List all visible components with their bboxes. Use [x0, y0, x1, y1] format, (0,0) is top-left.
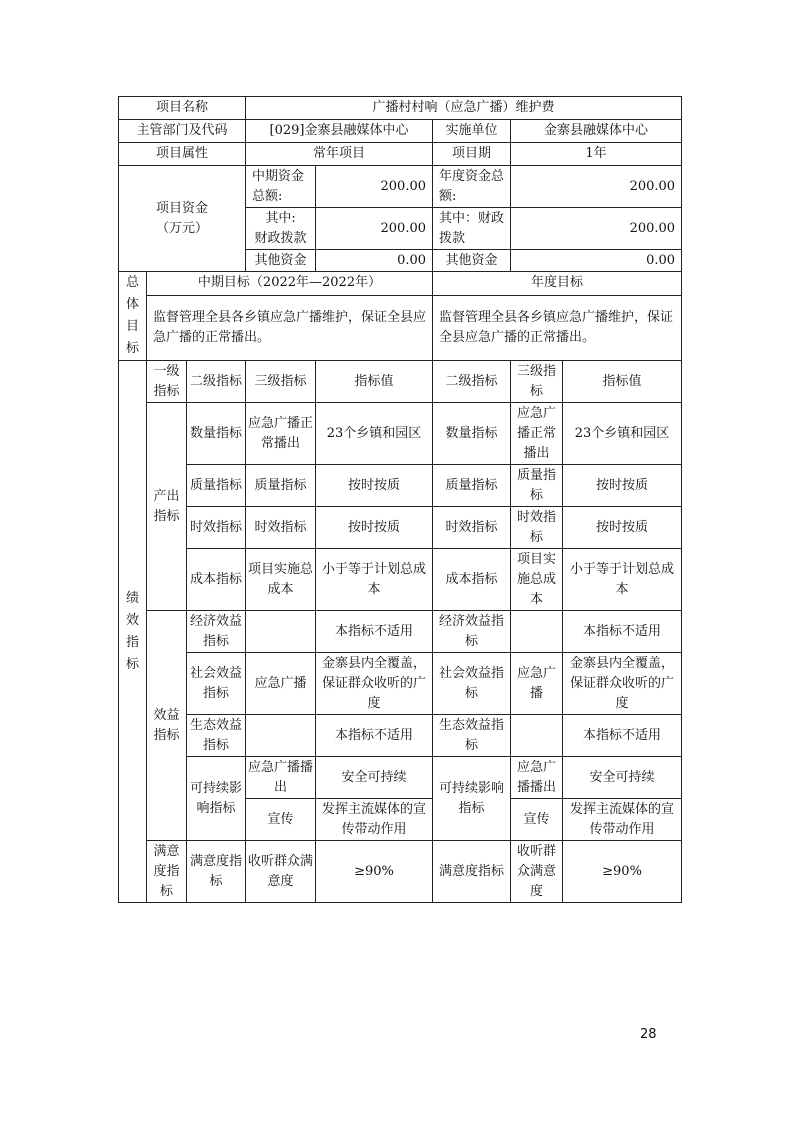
header-level2: 二级指标 — [187, 361, 246, 403]
sustain2-l3: 宣传 — [246, 799, 316, 841]
sustain1-val: 安全可持续 — [316, 757, 433, 799]
header-level1: 一级指标 — [147, 361, 187, 403]
social-l3-year: 应急广播 — [511, 653, 563, 715]
eco-l2-year: 生态效益指标 — [433, 715, 511, 757]
qty-l2: 数量指标 — [187, 403, 246, 465]
impl-value: 金寨县融媒体中心 — [511, 120, 682, 143]
sustain-l2: 可持续影响指标 — [187, 757, 246, 841]
mid-fiscal-value: 200.00 — [316, 208, 433, 250]
econ-val-year: 本指标不适用 — [563, 611, 682, 653]
row-goals-header — [119, 272, 682, 296]
time-l2-year: 时效指标 — [433, 507, 511, 549]
econ-val: 本指标不适用 — [316, 611, 433, 653]
attr-value: 常年项目 — [246, 143, 433, 166]
row-department — [119, 120, 682, 143]
header-value-year: 指标值 — [563, 361, 682, 403]
funds-label-line2: （万元） — [156, 220, 209, 236]
satis-l3: 收听群众满意度 — [246, 841, 316, 903]
year-fiscal-label: 其中：财政拨款 — [433, 208, 511, 250]
eco-val-year: 本指标不适用 — [563, 715, 682, 757]
mid-other-label: 其他资金 — [246, 250, 316, 272]
quality-l3-year: 质量指标 — [511, 465, 563, 507]
row-social — [119, 653, 682, 715]
cost-l2-year: 成本指标 — [433, 549, 511, 611]
time-l3-year: 时效指标 — [511, 507, 563, 549]
cost-val-year: 小于等于计划总成本 — [563, 549, 682, 611]
row-project-name — [119, 97, 682, 120]
satis-val: ≥90% — [316, 841, 433, 903]
quality-val: 按时按质 — [316, 465, 433, 507]
satisfaction-label: 满意度指标 — [147, 841, 187, 903]
qty-val: 23个乡镇和园区 — [316, 403, 433, 465]
sustain1-val-year: 安全可持续 — [563, 757, 682, 799]
year-total-value: 200.00 — [511, 166, 682, 208]
row-quality — [119, 465, 682, 507]
perf-label: 绩效指标 — [119, 361, 147, 903]
year-goal-header: 年度目标 — [433, 272, 682, 296]
row-timeliness — [119, 507, 682, 549]
cost-l2: 成本指标 — [187, 549, 246, 611]
quality-l2: 质量指标 — [187, 465, 246, 507]
row-ecological — [119, 715, 682, 757]
qty-l2-year: 数量指标 — [433, 403, 511, 465]
econ-l2: 经济效益指标 — [187, 611, 246, 653]
page-number: 28 — [640, 1027, 657, 1042]
dept-label: 主管部门及代码 — [119, 120, 246, 143]
row-cost — [119, 549, 682, 611]
eco-l2: 生态效益指标 — [187, 715, 246, 757]
benefit-label: 效益指标 — [147, 611, 187, 841]
performance-table — [118, 96, 682, 903]
time-val-year: 按时按质 — [563, 507, 682, 549]
goals-label: 总体目标 — [119, 272, 147, 361]
cost-l3: 项目实施总成本 — [246, 549, 316, 611]
row-economic — [119, 611, 682, 653]
year-other-value: 0.00 — [511, 250, 682, 272]
period-label: 项目期 — [433, 143, 511, 166]
sustain1-l3-year: 应急广播播出 — [511, 757, 563, 799]
mid-fiscal-label-line1: 其中: — [265, 210, 296, 226]
cost-val: 小于等于计划总成本 — [316, 549, 433, 611]
period-value: 1年 — [511, 143, 682, 166]
satis-l3-year: 收听群众满意度 — [511, 841, 563, 903]
satis-l2-year: 满意度指标 — [433, 841, 511, 903]
year-goal-text: 监督管理全县各乡镇应急广播维护，保证全县应急广播的正常播出。 — [433, 295, 682, 360]
header-level3: 三级指标 — [246, 361, 316, 403]
eco-l3 — [246, 715, 316, 757]
cost-l3-year: 项目实施总成本 — [511, 549, 563, 611]
econ-l3 — [246, 611, 316, 653]
header-value: 指标值 — [316, 361, 433, 403]
qty-val-year: 23个乡镇和园区 — [563, 403, 682, 465]
row-attribute — [119, 143, 682, 166]
impl-label: 实施单位 — [433, 120, 511, 143]
social-l3: 应急广播 — [246, 653, 316, 715]
project-name-value: 广播村村响（应急广播）维护费 — [246, 97, 682, 120]
social-l2-year: 社会效益指标 — [433, 653, 511, 715]
social-l2: 社会效益指标 — [187, 653, 246, 715]
year-other-label: 其他资金 — [433, 250, 511, 272]
quality-l3: 质量指标 — [246, 465, 316, 507]
mid-goal-header: 中期目标（2022年—2022年） — [147, 272, 433, 296]
mid-other-value: 0.00 — [316, 250, 433, 272]
time-l3: 时效指标 — [246, 507, 316, 549]
dept-value: [029]金寨县融媒体中心 — [246, 120, 433, 143]
mid-goal-text: 监督管理全县各乡镇应急广播维护，保证全县应急广播的正常播出。 — [147, 295, 433, 360]
eco-l3-year — [511, 715, 563, 757]
header-level2-year: 二级指标 — [433, 361, 511, 403]
social-val: 金寨县内全覆盖，保证群众收听的广度 — [316, 653, 433, 715]
sustain2-l3-year: 宣传 — [511, 799, 563, 841]
year-total-label: 年度资金总额: — [433, 166, 511, 208]
row-sustain-1 — [119, 757, 682, 799]
qty-l3-year: 应急广播正常播出 — [511, 403, 563, 465]
econ-l2-year: 经济效益指标 — [433, 611, 511, 653]
project-name-label: 项目名称 — [119, 97, 246, 120]
sustain2-val: 发挥主流媒体的宣传带动作用 — [316, 799, 433, 841]
row-satisfaction — [119, 841, 682, 903]
sustain-l2-year: 可持续影响指标 — [433, 757, 511, 841]
funds-label — [119, 166, 246, 272]
header-level3-year: 三级指标 — [511, 361, 563, 403]
mid-total-label: 中期资金总额: — [246, 166, 316, 208]
year-fiscal-value: 200.00 — [511, 208, 682, 250]
row-funds-total — [119, 166, 682, 208]
quality-l2-year: 质量指标 — [433, 465, 511, 507]
eco-val: 本指标不适用 — [316, 715, 433, 757]
time-l2: 时效指标 — [187, 507, 246, 549]
mid-fiscal-label-line2: 财政拨款 — [254, 230, 307, 246]
quality-val-year: 按时按质 — [563, 465, 682, 507]
funds-label-line1: 项目资金 — [156, 200, 209, 216]
social-val-year: 金寨县内全覆盖，保证群众收听的广度 — [563, 653, 682, 715]
time-val: 按时按质 — [316, 507, 433, 549]
satis-l2: 满意度指标 — [187, 841, 246, 903]
qty-l3: 应急广播正常播出 — [246, 403, 316, 465]
output-label: 产出指标 — [147, 403, 187, 611]
row-goals-text — [119, 295, 682, 360]
mid-fiscal-label — [246, 208, 316, 250]
econ-l3-year — [511, 611, 563, 653]
sustain2-val-year: 发挥主流媒体的宣传带动作用 — [563, 799, 682, 841]
row-perf-header — [119, 361, 682, 403]
satis-val-year: ≥90% — [563, 841, 682, 903]
row-quantity — [119, 403, 682, 465]
mid-total-value: 200.00 — [316, 166, 433, 208]
sustain1-l3: 应急广播播出 — [246, 757, 316, 799]
attr-label: 项目属性 — [119, 143, 246, 166]
performance-table-sheet — [118, 96, 681, 903]
